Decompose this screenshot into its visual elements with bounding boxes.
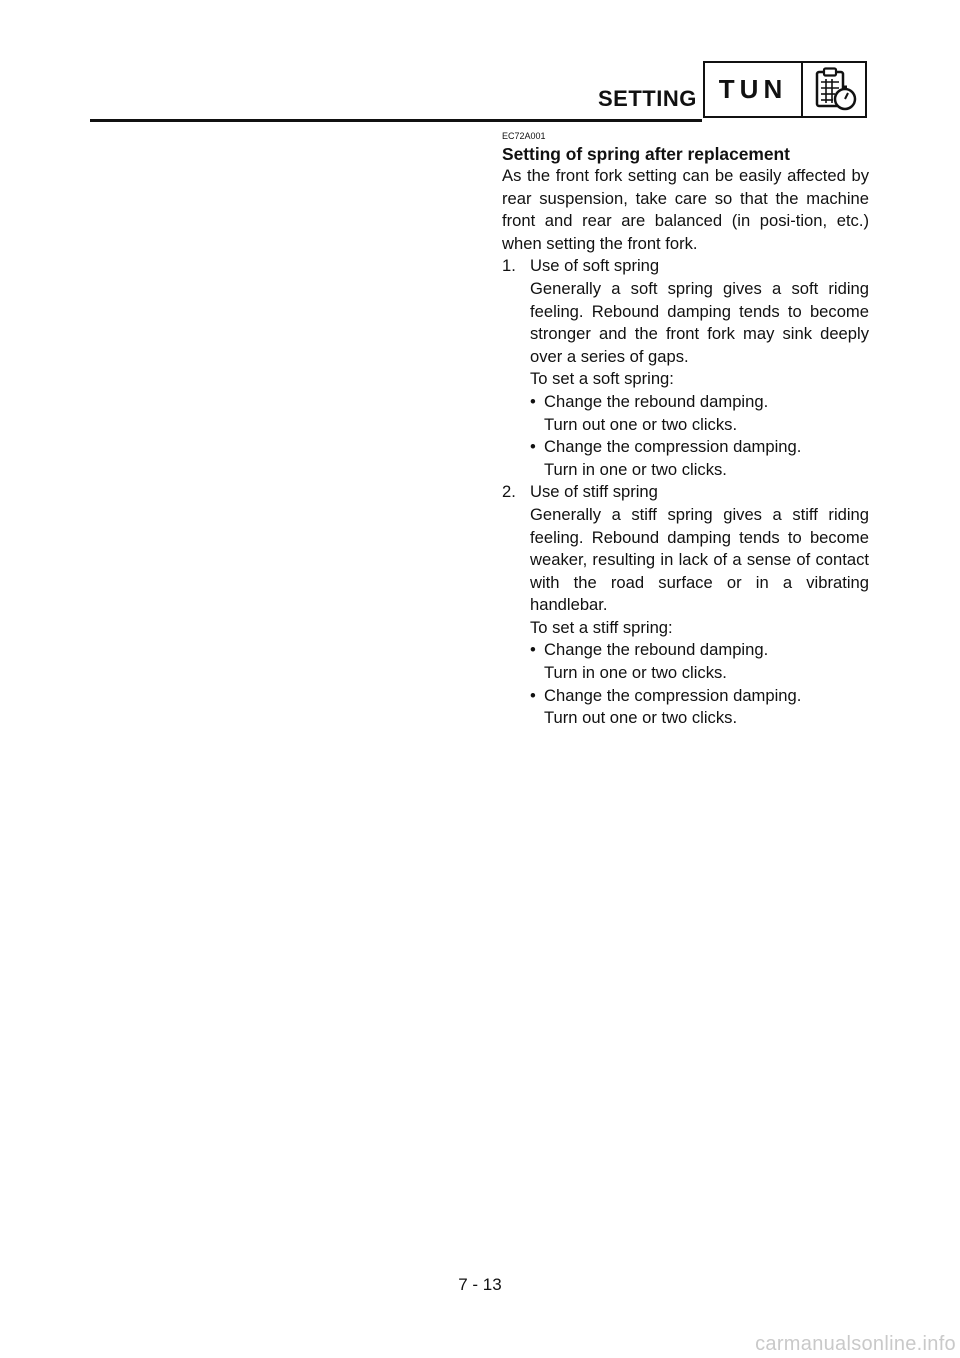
reference-code: EC72A001 bbox=[502, 131, 546, 141]
watermark: carmanualsonline.info bbox=[755, 1333, 956, 1355]
section-tab bbox=[703, 61, 867, 118]
bullet-item bbox=[530, 436, 869, 481]
tab-code: TUN bbox=[705, 63, 803, 116]
bullet-subtext: Turn in one or two clicks. bbox=[544, 459, 727, 479]
bullet-item bbox=[530, 685, 869, 730]
bullet-icon: • bbox=[530, 685, 536, 705]
item-title: Use of soft spring bbox=[530, 256, 660, 276]
section-title: SETTING bbox=[598, 86, 697, 111]
document-body bbox=[502, 131, 869, 730]
bullet-text: Change the rebound damping. bbox=[544, 391, 769, 411]
bullet-icon: • bbox=[530, 640, 536, 660]
page-number: 7 - 13 bbox=[458, 1275, 502, 1294]
bullet-subtext: Turn out one or two clicks. bbox=[544, 708, 738, 728]
section-heading: Setting of spring after replacement bbox=[502, 144, 790, 164]
bullet-text: Change the compression damping. bbox=[544, 437, 802, 457]
bullet-icon: • bbox=[530, 391, 536, 411]
list-item-soft-spring bbox=[502, 255, 869, 481]
item-setup-label: To set a soft spring: bbox=[530, 369, 674, 389]
clipboard-stopwatch-icon bbox=[803, 63, 865, 116]
bullet-icon: • bbox=[530, 437, 536, 457]
bullet-subtext: Turn in one or two clicks. bbox=[544, 663, 727, 683]
item-number: 1. bbox=[502, 256, 516, 276]
list-item-stiff-spring bbox=[502, 481, 869, 730]
bullet-text: Change the compression damping. bbox=[544, 685, 802, 705]
bullet-item bbox=[530, 639, 869, 684]
item-description: Generally a stiff spring gives a stiff riding feeling. Rebound damping tends to become weaker, resulting in lack of a sense of contact with the road surface or in a vibrating handlebar. bbox=[530, 504, 869, 615]
bullet-item bbox=[530, 391, 869, 436]
item-setup-label: To set a stiff spring: bbox=[530, 617, 673, 637]
bullet-text: Change the rebound damping. bbox=[544, 640, 769, 660]
item-title: Use of stiff spring bbox=[530, 482, 658, 502]
item-number: 2. bbox=[502, 482, 516, 502]
intro-paragraph: As the front fork setting can be easily affected by rear suspension, take care so that the machine front and rear are balanced (in posi-tion, etc.) when setting the front fork. bbox=[502, 166, 869, 253]
header-rule bbox=[90, 119, 702, 122]
bullet-subtext: Turn out one or two clicks. bbox=[544, 414, 738, 434]
item-description: Generally a soft spring gives a soft riding feeling. Rebound damping tends to become stronger and the front fork may sink deeply over a series of gaps. bbox=[530, 278, 869, 366]
